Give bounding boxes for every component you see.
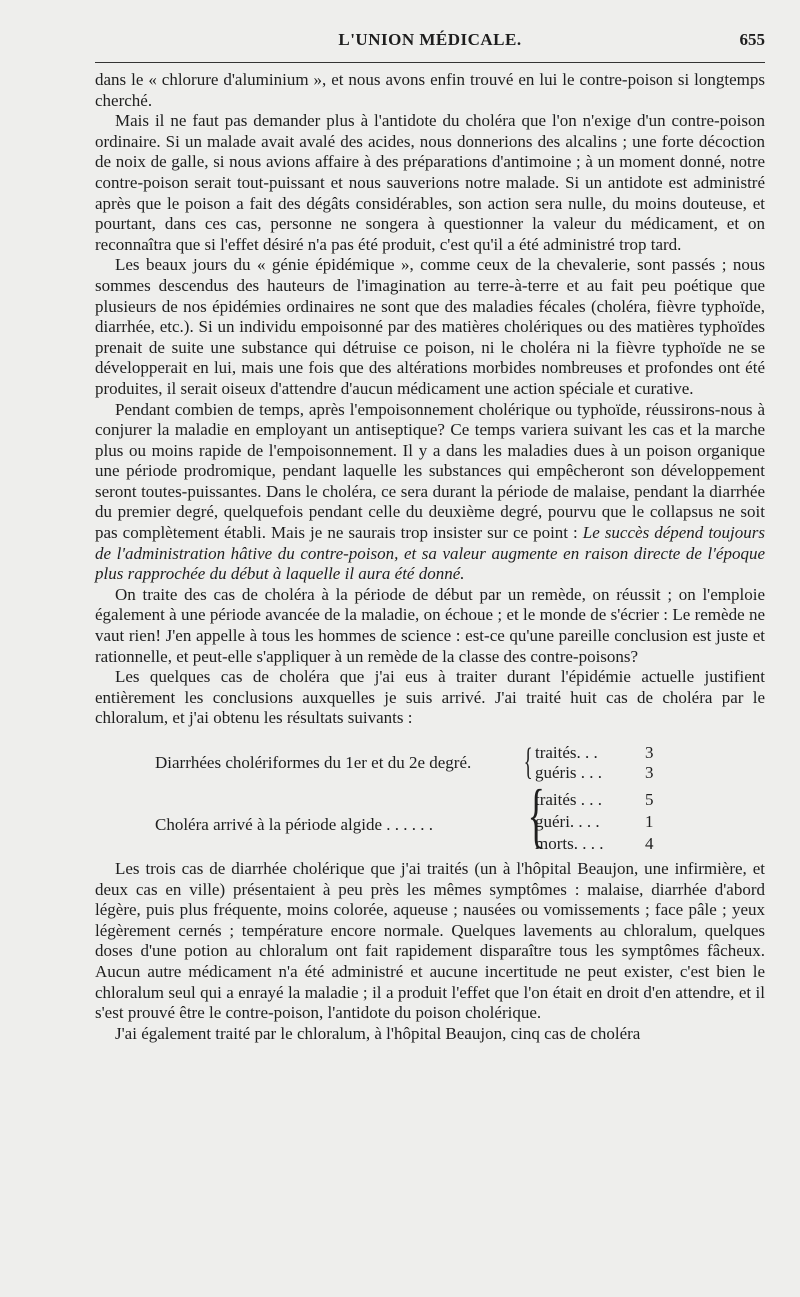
results-item-value: 5 <box>645 790 654 809</box>
page-number: 655 <box>739 30 765 49</box>
results-item-value: 3 <box>645 743 654 762</box>
brace-icon: { <box>527 775 545 855</box>
header-rule <box>95 62 765 63</box>
paragraph: dans le « chlorure d'aluminium », et nous avons enfin trouvé en lui le contre-poison si longtemps cherché. <box>95 70 765 110</box>
results-item-label: morts. . . . <box>535 834 604 853</box>
brace-icon: { <box>523 741 533 783</box>
results-item-label: guéri. . . . <box>535 812 600 831</box>
results-item-value: 1 <box>645 812 654 831</box>
paragraph-text: Pendant combien de temps, après l'empoisonnement cholérique ou typhoïde, réussirons-nous à conjurer la maladie en employant un antiseptique? Ce temps variera suivant les cas et la marche plus ou moins rapide de l'empoisonnement. Il y a dans les maladies dues à un poison organique une période prodromique, pendant laquelle les substances qui empêcheront son développement seront toutes-puissantes. Dans le choléra, ce sera durant la période de malaise, pendant la diarrhée du premier degré, quelquefois pendant celle du deuxième degré, pourvu que le collapsus ne soit pas complètement établi. Mais je ne saurais trop insister sur ce point : <box>95 399 765 543</box>
results-row-label: Diarrhées cholériformes du 1er et du 2e degré. <box>155 753 472 772</box>
results-item-value: 4 <box>645 834 654 853</box>
paragraph: J'ai également traité par le chloralum, à l'hôpital Beaujon, cinq cas de choléra <box>115 1023 641 1043</box>
results-item-label: traités. . . <box>535 743 598 762</box>
results-table <box>95 741 765 855</box>
running-header <box>95 30 765 60</box>
paragraph: Mais il ne faut pas demander plus à l'antidote du choléra que l'on n'exige d'un contre-poison ordinaire. Si un malade avait avalé des acides, nous donnerions des alcalins ; une forte décoction de noix de galle, si nous avions affaire à des préparations d'antimoine ; à un moment donné, notre contre-poison serait tout-puissant et nous sauverions notre malade. Si un antidote est administré après que le poison a fait des dégâts considérables, son action sera nulle, du moins douteuse, et pourtant, dans ces cas, personne ne songera à questionner la valeur du médicament, et on reconnaîtra que si l'effet désiré n'a pas été produit, c'est qu'il a été administré trop tard. <box>95 111 765 254</box>
results-item-value: 3 <box>645 763 654 782</box>
paragraph: Les quelques cas de choléra que j'ai eus à traiter durant l'épidémie actuelle justifient entièrement les conclusions auxquelles je suis arrivé. J'ai traité huit cas de choléra par le chloralum, et j'ai obtenu les résultats suivants : <box>95 667 765 728</box>
emphasis-text: Le succès dépend toujours de l'administration hâtive du contre-poison, et sa valeur augmente en raison directe de l'époque plus rapprochée du début à laquelle il aura été donné. <box>95 523 765 584</box>
results-item-label: traités . . . <box>535 790 603 809</box>
journal-title: L'UNION MÉDICALE. <box>338 30 522 49</box>
article-body <box>95 70 765 1044</box>
paragraph: Les trois cas de diarrhée cholérique que j'ai traités (un à l'hôpital Beaujon, une infirmière, et deux cas en ville) présentaient à peu près les mêmes symptômes : malaise, diarrhée d'abord légère, puis plus fréquente, moins colorée, aqueuse ; nausées ou vomissements ; face pâle ; yeux légèrement cernés ; température encore normale. Quelques lavements au chloralum, quelques doses d'une potion au chloralum ont fait rapidement disparaître tous les symptômes fâcheux. Aucun autre médicament n'a été administré et aucune incertitude ne peut exister, c'est bien le chloralum seul qui a enrayé la maladie ; il a produit l'effet que l'on était en droit d'en attendre, et il s'est prouvé être le contre-poison, l'antidote du poison cholérique. <box>95 859 765 1023</box>
results-row-label: Choléra arrivé à la période algide . . . . . . <box>155 815 434 834</box>
paragraph <box>95 400 765 585</box>
paragraph: Les beaux jours du « génie épidémique », comme ceux de la chevalerie, sont passés ; nous sommes descendus des hauteurs de l'imagination au terre-à-terre et au fait peu poétique que plusieurs de nos épidémies ordinaires ne sont que des maladies fécales (choléra, fièvre typhoïde, diarrhée, etc.). Si un individu empoisonné par des matières cholériques ou des matières typhoïdes prenait de suite une substance qui détruise ce poison, ni le choléra ni la fièvre typhoïde ne se développerait en lui, mais une fois que des altérations morbides nombreuses et profondes ont été produites, il serait oiseux d'attendre d'aucun médicament une action spéciale et curative. <box>95 255 765 398</box>
paragraph: On traite des cas de choléra à la période de début par un remède, on réussit ; on l'emploie également à une période avancée de la maladie, on échoue ; et le monde de s'écrier : Le remède ne vaut rien! J'en appelle à tous les hommes de science : est-ce qu'une pareille conclusion est juste et rationnelle, et peut-elle s'appliquer à un remède de la classe des contre-poisons? <box>95 584 765 666</box>
results-item-label: guéris . . . <box>535 763 603 782</box>
